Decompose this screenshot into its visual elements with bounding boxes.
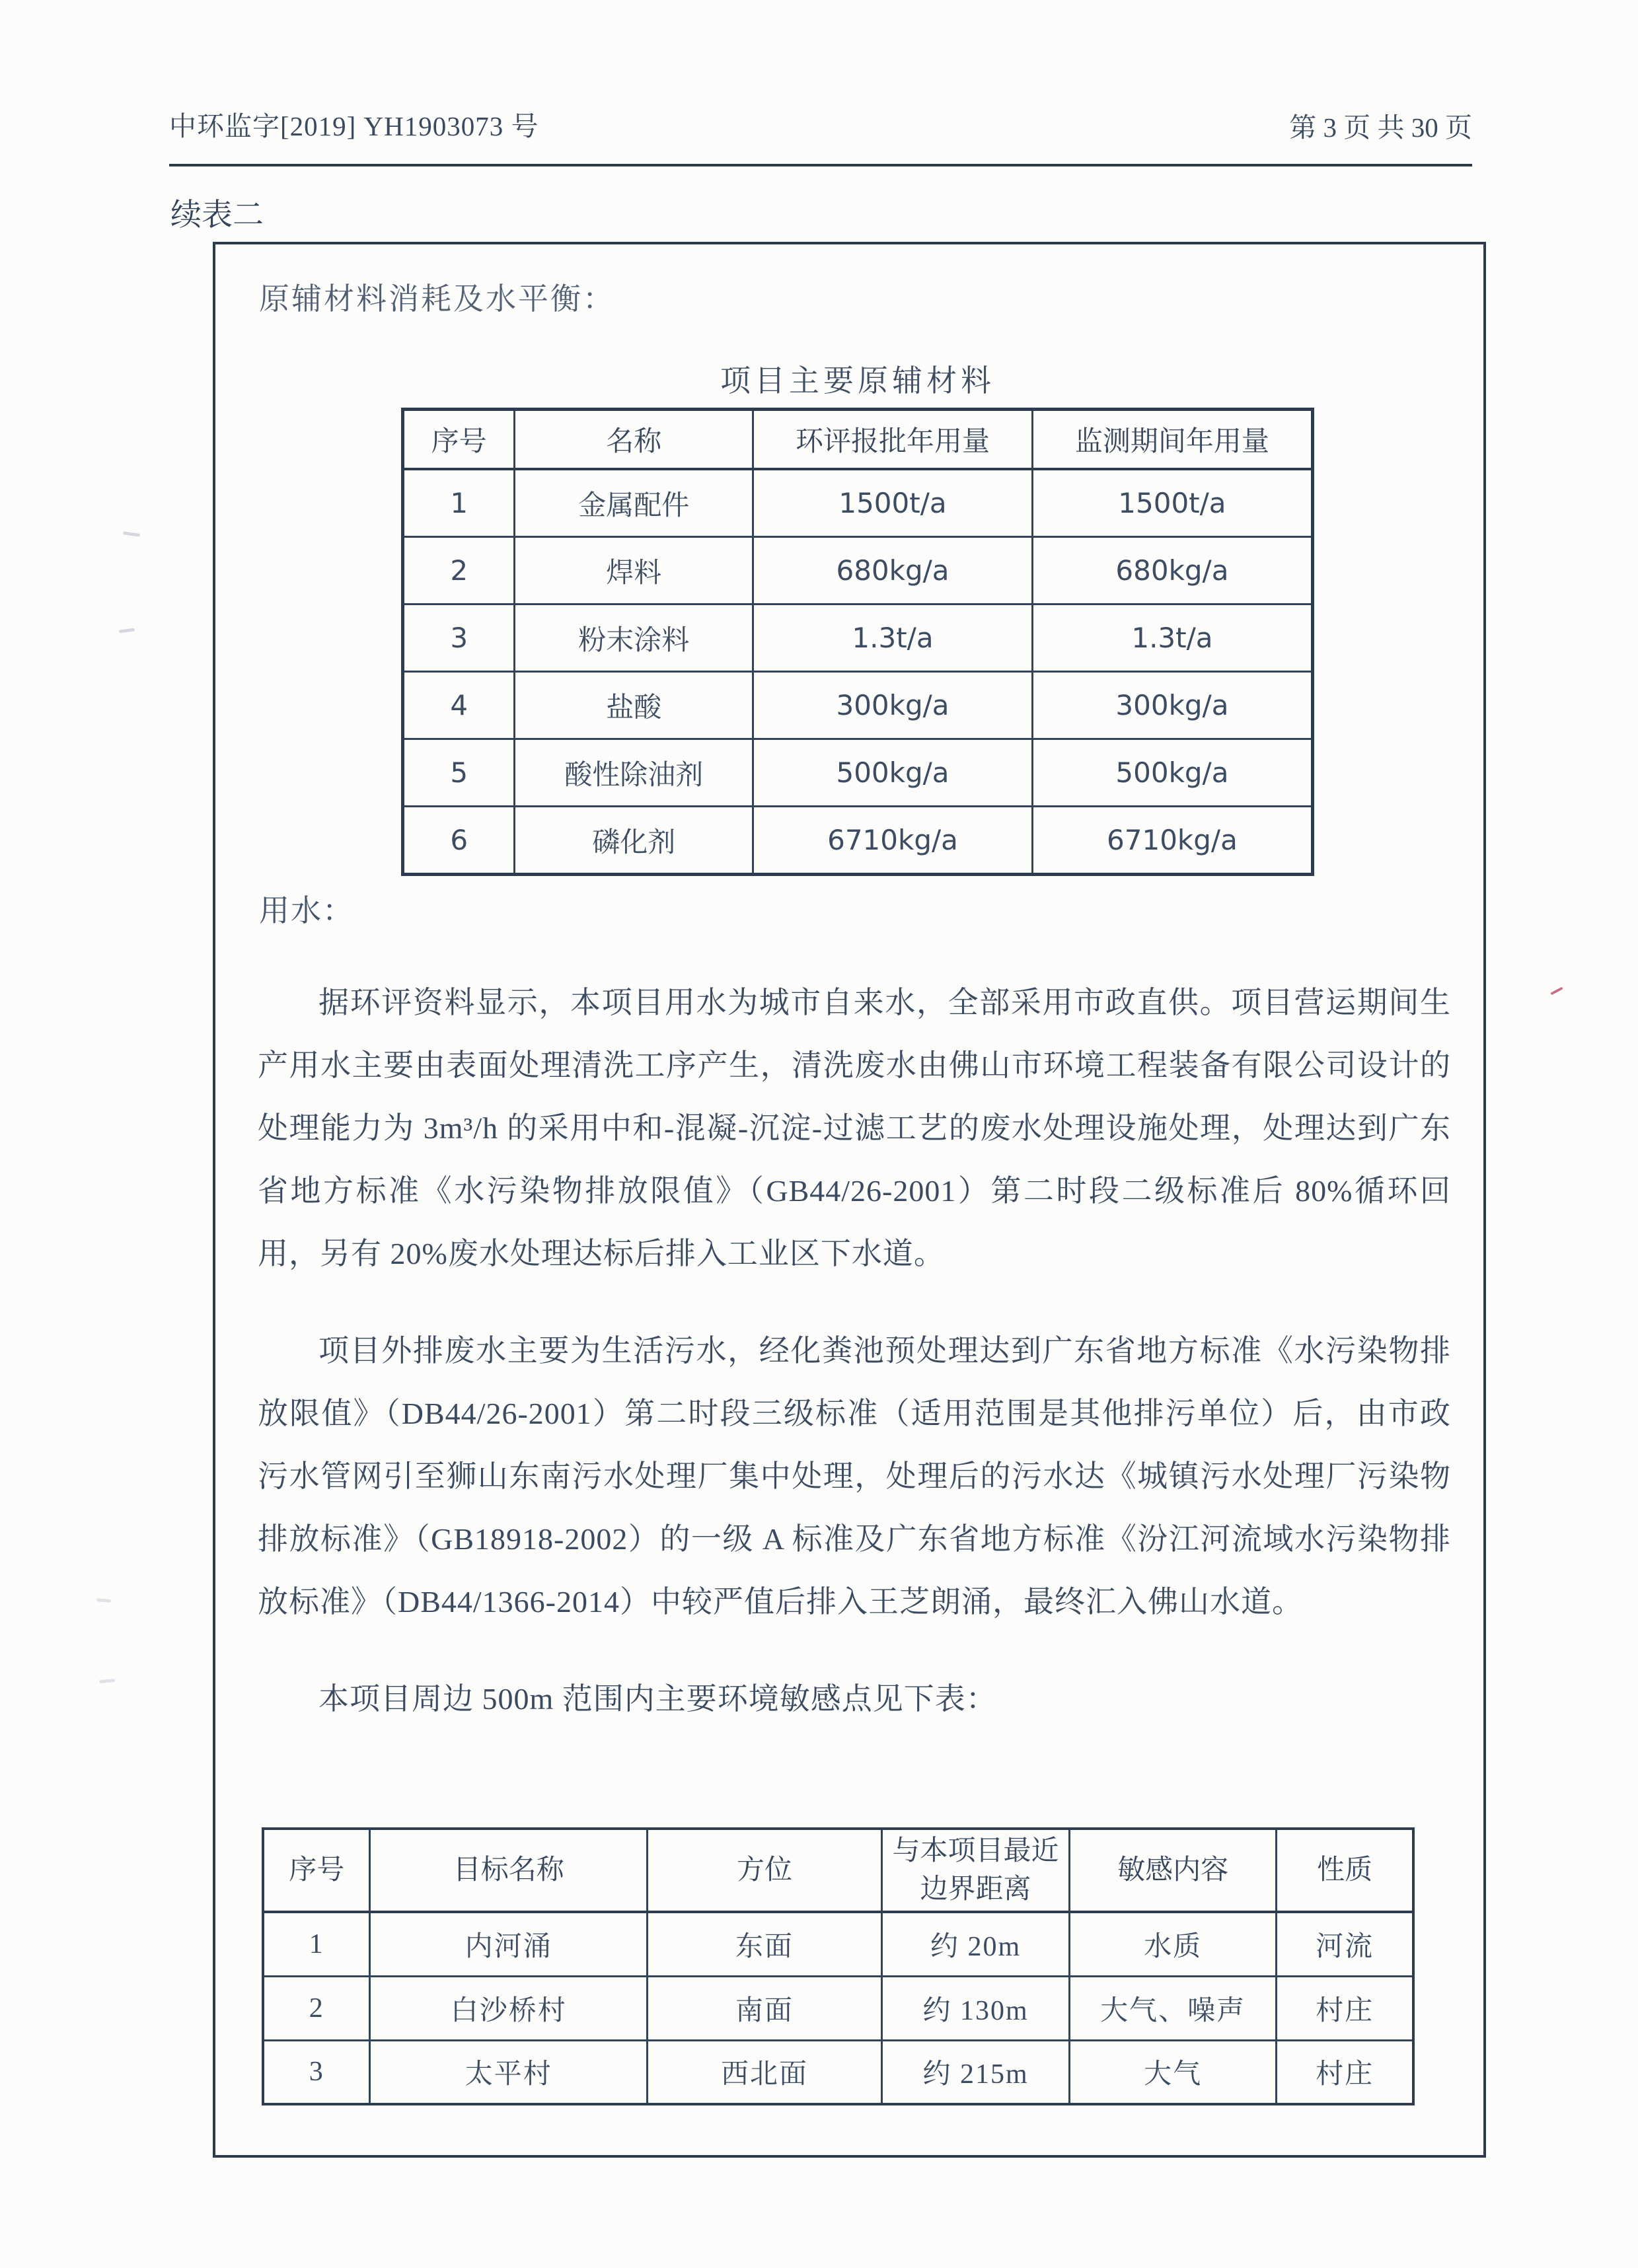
table-cell: 3 <box>403 604 515 672</box>
scan-artifact <box>96 1598 111 1603</box>
scan-artifact <box>99 1679 115 1683</box>
table-cell: 3 <box>263 2040 370 2104</box>
column-header: 方位 <box>647 1829 881 1912</box>
table-cell: 南面 <box>647 1976 881 2040</box>
column-header: 与本项目最近边界距离 <box>882 1829 1070 1912</box>
document-number: 中环监字[2019] YH1903073 号 <box>169 111 539 141</box>
table-cell: 焊料 <box>515 537 753 604</box>
table-cell: 酸性除油剂 <box>515 739 753 807</box>
table-cell: 村庄 <box>1277 1976 1413 2040</box>
table-cell: 大气、噪声 <box>1069 1976 1276 2040</box>
table-cell: 1.3t/a <box>1032 604 1312 672</box>
materials-section-heading: 原辅材料消耗及水平衡： <box>259 282 615 316</box>
table-cell: 金属配件 <box>515 469 753 537</box>
materials-table <box>401 408 1314 876</box>
table-cell: 1500t/a <box>753 469 1033 537</box>
scan-artifact-red-mark <box>1550 987 1563 996</box>
table-row <box>403 807 1313 875</box>
page-number: 第 3 页 共 30 页 <box>1289 112 1472 143</box>
materials-table-title: 项目主要原辅材料 <box>720 364 995 398</box>
scan-artifact <box>123 531 140 537</box>
table-cell: 约 130m <box>882 1976 1070 2040</box>
table-row <box>403 469 1313 537</box>
table-cell: 4 <box>403 672 515 739</box>
table-cell: 5 <box>403 739 515 807</box>
table-cell: 6710kg/a <box>753 807 1033 875</box>
table-cell: 约 215m <box>882 2040 1070 2104</box>
table-cell: 西北面 <box>647 2040 881 2104</box>
header-divider <box>169 164 1472 166</box>
table-row <box>403 672 1313 739</box>
table-row <box>263 1912 1413 1976</box>
scan-artifact <box>119 628 135 634</box>
table-row <box>263 1976 1413 2040</box>
table-cell: 2 <box>403 537 515 604</box>
table-cell: 500kg/a <box>1032 739 1312 807</box>
sensitive-header-row <box>263 1829 1413 1912</box>
column-header: 序号 <box>403 410 515 470</box>
column-header: 敏感内容 <box>1069 1829 1276 1912</box>
sensitive-points-table <box>262 1827 1415 2105</box>
table-cell: 300kg/a <box>1032 672 1312 739</box>
materials-header-row <box>403 410 1313 470</box>
table-cell: 6 <box>403 807 515 875</box>
table-cell: 500kg/a <box>753 739 1033 807</box>
body-text-block <box>258 971 1451 1730</box>
table-cell: 2 <box>263 1976 370 2040</box>
table-cell: 东面 <box>647 1912 881 1976</box>
table-cell: 1.3t/a <box>753 604 1033 672</box>
column-header: 监测期间年用量 <box>1032 410 1312 470</box>
table-cell: 内河涌 <box>370 1912 648 1976</box>
content-box <box>213 242 1486 2158</box>
column-header: 名称 <box>515 410 753 470</box>
table-cell: 河流 <box>1277 1912 1413 1976</box>
column-header: 环评报批年用量 <box>753 410 1033 470</box>
table-cell: 300kg/a <box>753 672 1033 739</box>
table-cell: 村庄 <box>1277 2040 1413 2104</box>
table-cell: 680kg/a <box>753 537 1033 604</box>
table-cell: 约 20m <box>882 1912 1070 1976</box>
table-cell: 水质 <box>1069 1912 1276 1976</box>
column-header: 目标名称 <box>370 1829 648 1912</box>
table-cell: 白沙桥村 <box>370 1976 648 2040</box>
paragraph-wastewater: 项目外排废水主要为生活污水，经化粪池预处理达到广东省地方标准《水污染物排放限值》（DB44/26-2001）第二时段三级标准（适用范围是其他排污单位）后，由市政污水管网引至狮山东南污水处理厂集中处理，处理后的污水达《城镇污水处理厂污染物排放标准》（GB18918-2002）的一级 A 标准及广东省地方标准《汾江河流域水污染物排放标准》（DB44/1366-2014）中较严值后排入王芝朗涌，最终汇入佛山水道。 <box>258 1334 1451 1619</box>
table-row <box>403 739 1313 807</box>
paragraph-water-supply: 据环评资料显示，本项目用水为城市自来水，全部采用市政直供。项目营运期间生产用水主要由表面处理清洗工序产生，清洗废水由佛山市环境工程装备有限公司设计的处理能力为 3m³/h 的采用中和-混凝-沉淀-过滤工艺的废水处理设施处理，处理达到广东省地方标准《水污染物排放限值》（GB44/26-2001）第二时段二级标准后 80%循环回用，另有 20%废水处理达标后排入工业区下水道。 <box>258 986 1451 1270</box>
continuation-table-label: 续表二 <box>170 198 264 233</box>
table-cell: 磷化剂 <box>515 807 753 875</box>
table-cell: 1500t/a <box>1032 469 1312 537</box>
table-row <box>263 2040 1413 2104</box>
sensitive-points-intro: 本项目周边 500m 范围内主要环境敏感点见下表： <box>318 1682 997 1716</box>
water-section-heading: 用水： <box>259 894 354 928</box>
table-row <box>403 537 1313 604</box>
table-row <box>403 604 1313 672</box>
table-cell: 680kg/a <box>1032 537 1312 604</box>
table-cell: 6710kg/a <box>1032 807 1312 875</box>
table-cell: 太平村 <box>370 2040 648 2104</box>
table-cell: 1 <box>263 1912 370 1976</box>
table-cell: 盐酸 <box>515 672 753 739</box>
table-cell: 粉末涂料 <box>515 604 753 672</box>
table-cell: 大气 <box>1069 2040 1276 2104</box>
table-cell: 1 <box>403 469 515 537</box>
column-header: 序号 <box>263 1829 370 1912</box>
column-header: 性质 <box>1277 1829 1413 1912</box>
